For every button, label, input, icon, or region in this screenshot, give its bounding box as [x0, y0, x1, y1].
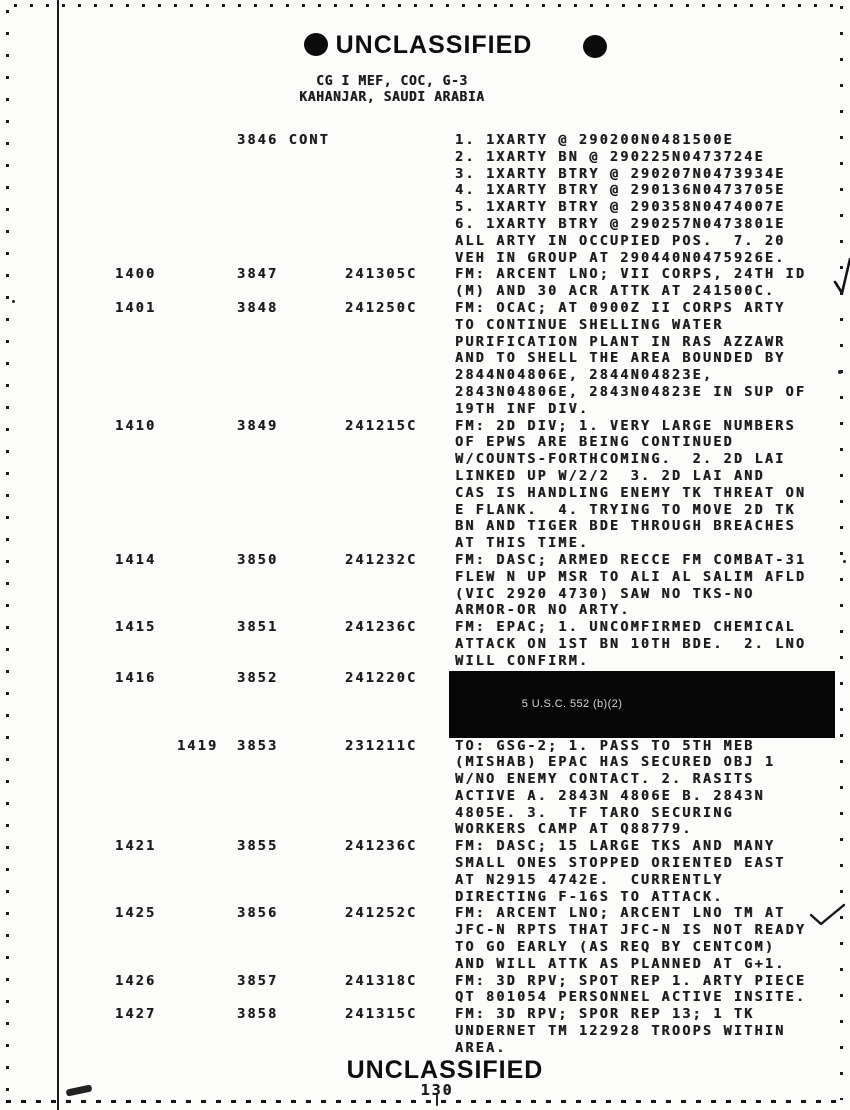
entry-message	[455, 619, 837, 669]
scan-speck	[838, 370, 842, 374]
message-line: FM: OCAC; AT 0900Z II CORPS ARTY	[455, 299, 786, 316]
entry-time	[115, 132, 237, 266]
entry-time: 1400	[115, 266, 157, 283]
entry-time: 1414	[115, 551, 157, 568]
entry-serial: 3857	[237, 972, 279, 989]
entry-dtg: 241236C	[345, 838, 418, 855]
scan-speck	[12, 300, 15, 303]
log-entry	[115, 619, 837, 669]
redaction-label: 5 U.S.C. 552 (b)(2)	[521, 698, 623, 710]
entry-message	[455, 1006, 837, 1056]
entry-message	[455, 670, 837, 738]
message-line: FM: DASC; ARMED RECCE FM COMBAT-31	[455, 551, 807, 568]
message-line: FM: EPAC; 1. UNCOMFIRMED CHEMICAL	[455, 619, 796, 636]
message-line: 2844N04806E, 2844N04823E,	[455, 367, 714, 384]
log-entries	[115, 132, 837, 1057]
message-line: FM: 2D DIV; 1. VERY LARGE NUMBERS	[455, 417, 796, 434]
message-line: E FLANK. 4. TRYING TO MOVE 2D TK	[455, 501, 796, 518]
entry-time: 1410	[115, 417, 157, 434]
entry-serial: 3848	[237, 299, 279, 316]
scan-artifact-bottom-edge	[6, 1100, 844, 1103]
log-entry	[115, 1006, 837, 1056]
entry-time: 1419	[115, 737, 219, 754]
entry-dtg: 241232C	[345, 551, 418, 568]
entry-dtg: 241220C	[345, 669, 418, 686]
entry-time: 1421	[115, 838, 157, 855]
message-line: 6. 1XARTY BTRY @ 290257N0473801E	[455, 215, 786, 232]
entry-time: 1415	[115, 619, 157, 636]
checkmark-icon	[809, 903, 847, 927]
classification-header: UNCLASSIFIED	[335, 31, 533, 59]
log-entry	[115, 300, 837, 418]
entry-message	[455, 300, 837, 418]
message-line: 2843N04806E, 2843N04823E IN SUP OF	[455, 383, 807, 400]
message-line: TO CONTINUE SHELLING WATER	[455, 316, 724, 333]
entry-serial: 3851	[237, 619, 279, 636]
entry-message	[455, 905, 837, 972]
scan-artifact-left-edge	[6, 10, 9, 1102]
message-line: JFC-N RPTS THAT JFC-N IS NOT READY	[455, 922, 807, 939]
message-line: 3. 1XARTY BTRY @ 290207N0473934E	[455, 165, 786, 182]
message-line: FM: ARCENT LNO; ARCENT LNO TM AT	[455, 905, 786, 922]
scan-speck	[843, 560, 846, 563]
message-line: WORKERS CAMP AT Q88779.	[455, 821, 693, 838]
entry-serial: 3856	[237, 905, 279, 922]
entry-dtg: 241252C	[345, 905, 418, 922]
entry-serial: 3847	[237, 266, 279, 283]
message-line: FLEW N UP MSR TO ALI AL SALIM AFLD	[455, 568, 807, 585]
message-line: 4805E. 3. TF TARO SECURING	[455, 804, 734, 821]
message-line: FM: DASC; 15 LARGE TKS AND MANY	[455, 838, 776, 855]
entry-dtg	[345, 132, 455, 266]
entry-serial: 3858	[237, 1006, 279, 1023]
message-line: ARMOR-OR NO ARTY.	[455, 602, 631, 619]
message-line: QT 801054 PERSONNEL ACTIVE INSITE.	[455, 989, 807, 1006]
message-line: (M) AND 30 ACR ATTK AT 241500C.	[455, 283, 776, 300]
message-line: FM: 3D RPV; SPOT REP 1. ARTY PIECE	[455, 972, 807, 989]
entry-time: 1401	[115, 299, 157, 316]
entry-dtg: 231211C	[345, 737, 418, 754]
location-line: KAHANJAR, SAUDI ARABIA	[299, 89, 485, 105]
entry-dtg: 241250C	[345, 299, 418, 316]
message-line: TO: GSG-2; 1. PASS TO 5TH MEB	[455, 737, 755, 754]
entry-message	[455, 266, 837, 300]
log-entry	[115, 418, 837, 552]
page-number: 130	[420, 1081, 454, 1099]
entry-serial: 3855	[237, 838, 279, 855]
message-line: AT THIS TIME.	[455, 535, 590, 552]
org-line: CG I MEF, COC, G-3	[316, 74, 468, 89]
log-entry	[115, 905, 837, 972]
scan-artifact-left-line	[57, 0, 59, 1110]
log-entry	[115, 973, 837, 1007]
message-line: (MISHAB) EPAC HAS SECURED OBJ 1	[455, 754, 776, 771]
entry-dtg: 241318C	[345, 972, 418, 989]
entry-dtg: 241305C	[345, 266, 418, 283]
message-line: TO GO EARLY (AS REQ BY CENTCOM)	[455, 939, 776, 956]
log-entry	[115, 670, 837, 738]
message-line: (VIC 2920 4730) SAW NO TKS-NO	[455, 585, 755, 602]
message-line: ALL ARTY IN OCCUPIED POS. 7. 20	[455, 232, 786, 249]
message-line: SMALL ONES STOPPED ORIENTED EAST	[455, 855, 786, 872]
message-line: W/NO ENEMY CONTACT. 2. RASITS	[455, 771, 755, 788]
entry-time: 1426	[115, 972, 157, 989]
entry-dtg: 241236C	[345, 619, 418, 636]
entry-serial: 3849	[237, 417, 279, 434]
message-line: DIRECTING F-16S TO ATTACK.	[455, 888, 724, 905]
entry-dtg: 241215C	[345, 417, 418, 434]
classification-footer: UNCLASSIFIED	[346, 1056, 544, 1084]
entry-time: 1416	[115, 669, 157, 686]
message-line: ACTIVE A. 2843N 4806E B. 2843N	[455, 787, 765, 804]
document-header	[0, 74, 817, 105]
message-line: AT N2915 4742E. CURRENTLY	[455, 871, 724, 888]
entry-message	[455, 738, 837, 839]
message-line: FM: 3D RPV; SPOR REP 13; 1 TK	[455, 1006, 755, 1023]
message-line: W/COUNTS-FORTHCOMING. 2. 2D LAI	[455, 451, 786, 468]
checkmark-icon	[833, 256, 850, 298]
entry-serial: 3850	[237, 551, 279, 568]
message-line: 5. 1XARTY BTRY @ 290358N0474007E	[455, 199, 786, 216]
message-line: CAS IS HANDLING ENEMY TK THREAT ON	[455, 484, 807, 501]
message-line: UNDERNET TM 122928 TROOPS WITHIN	[455, 1023, 786, 1040]
entry-serial: 3846 CONT	[237, 132, 330, 148]
message-line: FM: ARCENT LNO; VII CORPS, 24TH ID	[455, 266, 807, 283]
message-line: AREA.	[455, 1039, 507, 1056]
entry-message	[455, 973, 837, 1007]
entry-message	[455, 552, 837, 619]
message-line: WILL CONFIRM.	[455, 652, 590, 669]
message-line: OF EPWS ARE BEING CONTINUED	[455, 434, 734, 451]
message-line: 1. 1XARTY @ 290200N0481500E	[455, 132, 734, 148]
message-line: BN AND TIGER BDE THROUGH BREACHES	[455, 518, 796, 535]
scan-artifact-right-edge	[840, 6, 843, 1100]
log-entry	[115, 132, 837, 266]
entry-message	[455, 132, 837, 266]
log-entry	[115, 552, 837, 619]
entry-serial: 3853	[237, 737, 279, 754]
log-entry	[115, 266, 837, 300]
log-entry	[115, 838, 837, 905]
message-line: LINKED UP W/2/2 3. 2D LAI AND	[455, 467, 765, 484]
message-line: 4. 1XARTY BTRY @ 290136N0473705E	[455, 182, 786, 199]
document-footer	[0, 1056, 850, 1099]
message-line: 19TH INF DIV.	[455, 400, 590, 417]
entry-serial: 3852	[237, 669, 279, 686]
entry-dtg: 241315C	[345, 1006, 418, 1023]
entry-time: 1425	[115, 905, 157, 922]
redaction-bar	[449, 671, 835, 738]
message-line: 2. 1XARTY BN @ 290225N0473724E	[455, 148, 765, 165]
entry-time: 1427	[115, 1006, 157, 1023]
entry-message	[455, 418, 837, 552]
message-line: PURIFICATION PLANT IN RAS AZZAWR	[455, 333, 786, 350]
log-entry	[115, 738, 837, 839]
message-line: AND WILL ATTK AS PLANNED AT G+1.	[455, 955, 786, 972]
scan-artifact-top-edge	[14, 4, 842, 7]
message-line: ATTACK ON 1ST BN 10TH BDE. 2. LNO	[455, 635, 807, 652]
message-line: AND TO SHELL THE AREA BOUNDED BY	[455, 350, 786, 367]
message-line: VEH IN GROUP AT 290440N0475926E.	[455, 249, 786, 266]
entry-message	[455, 838, 837, 905]
classification-header-row	[0, 31, 850, 60]
